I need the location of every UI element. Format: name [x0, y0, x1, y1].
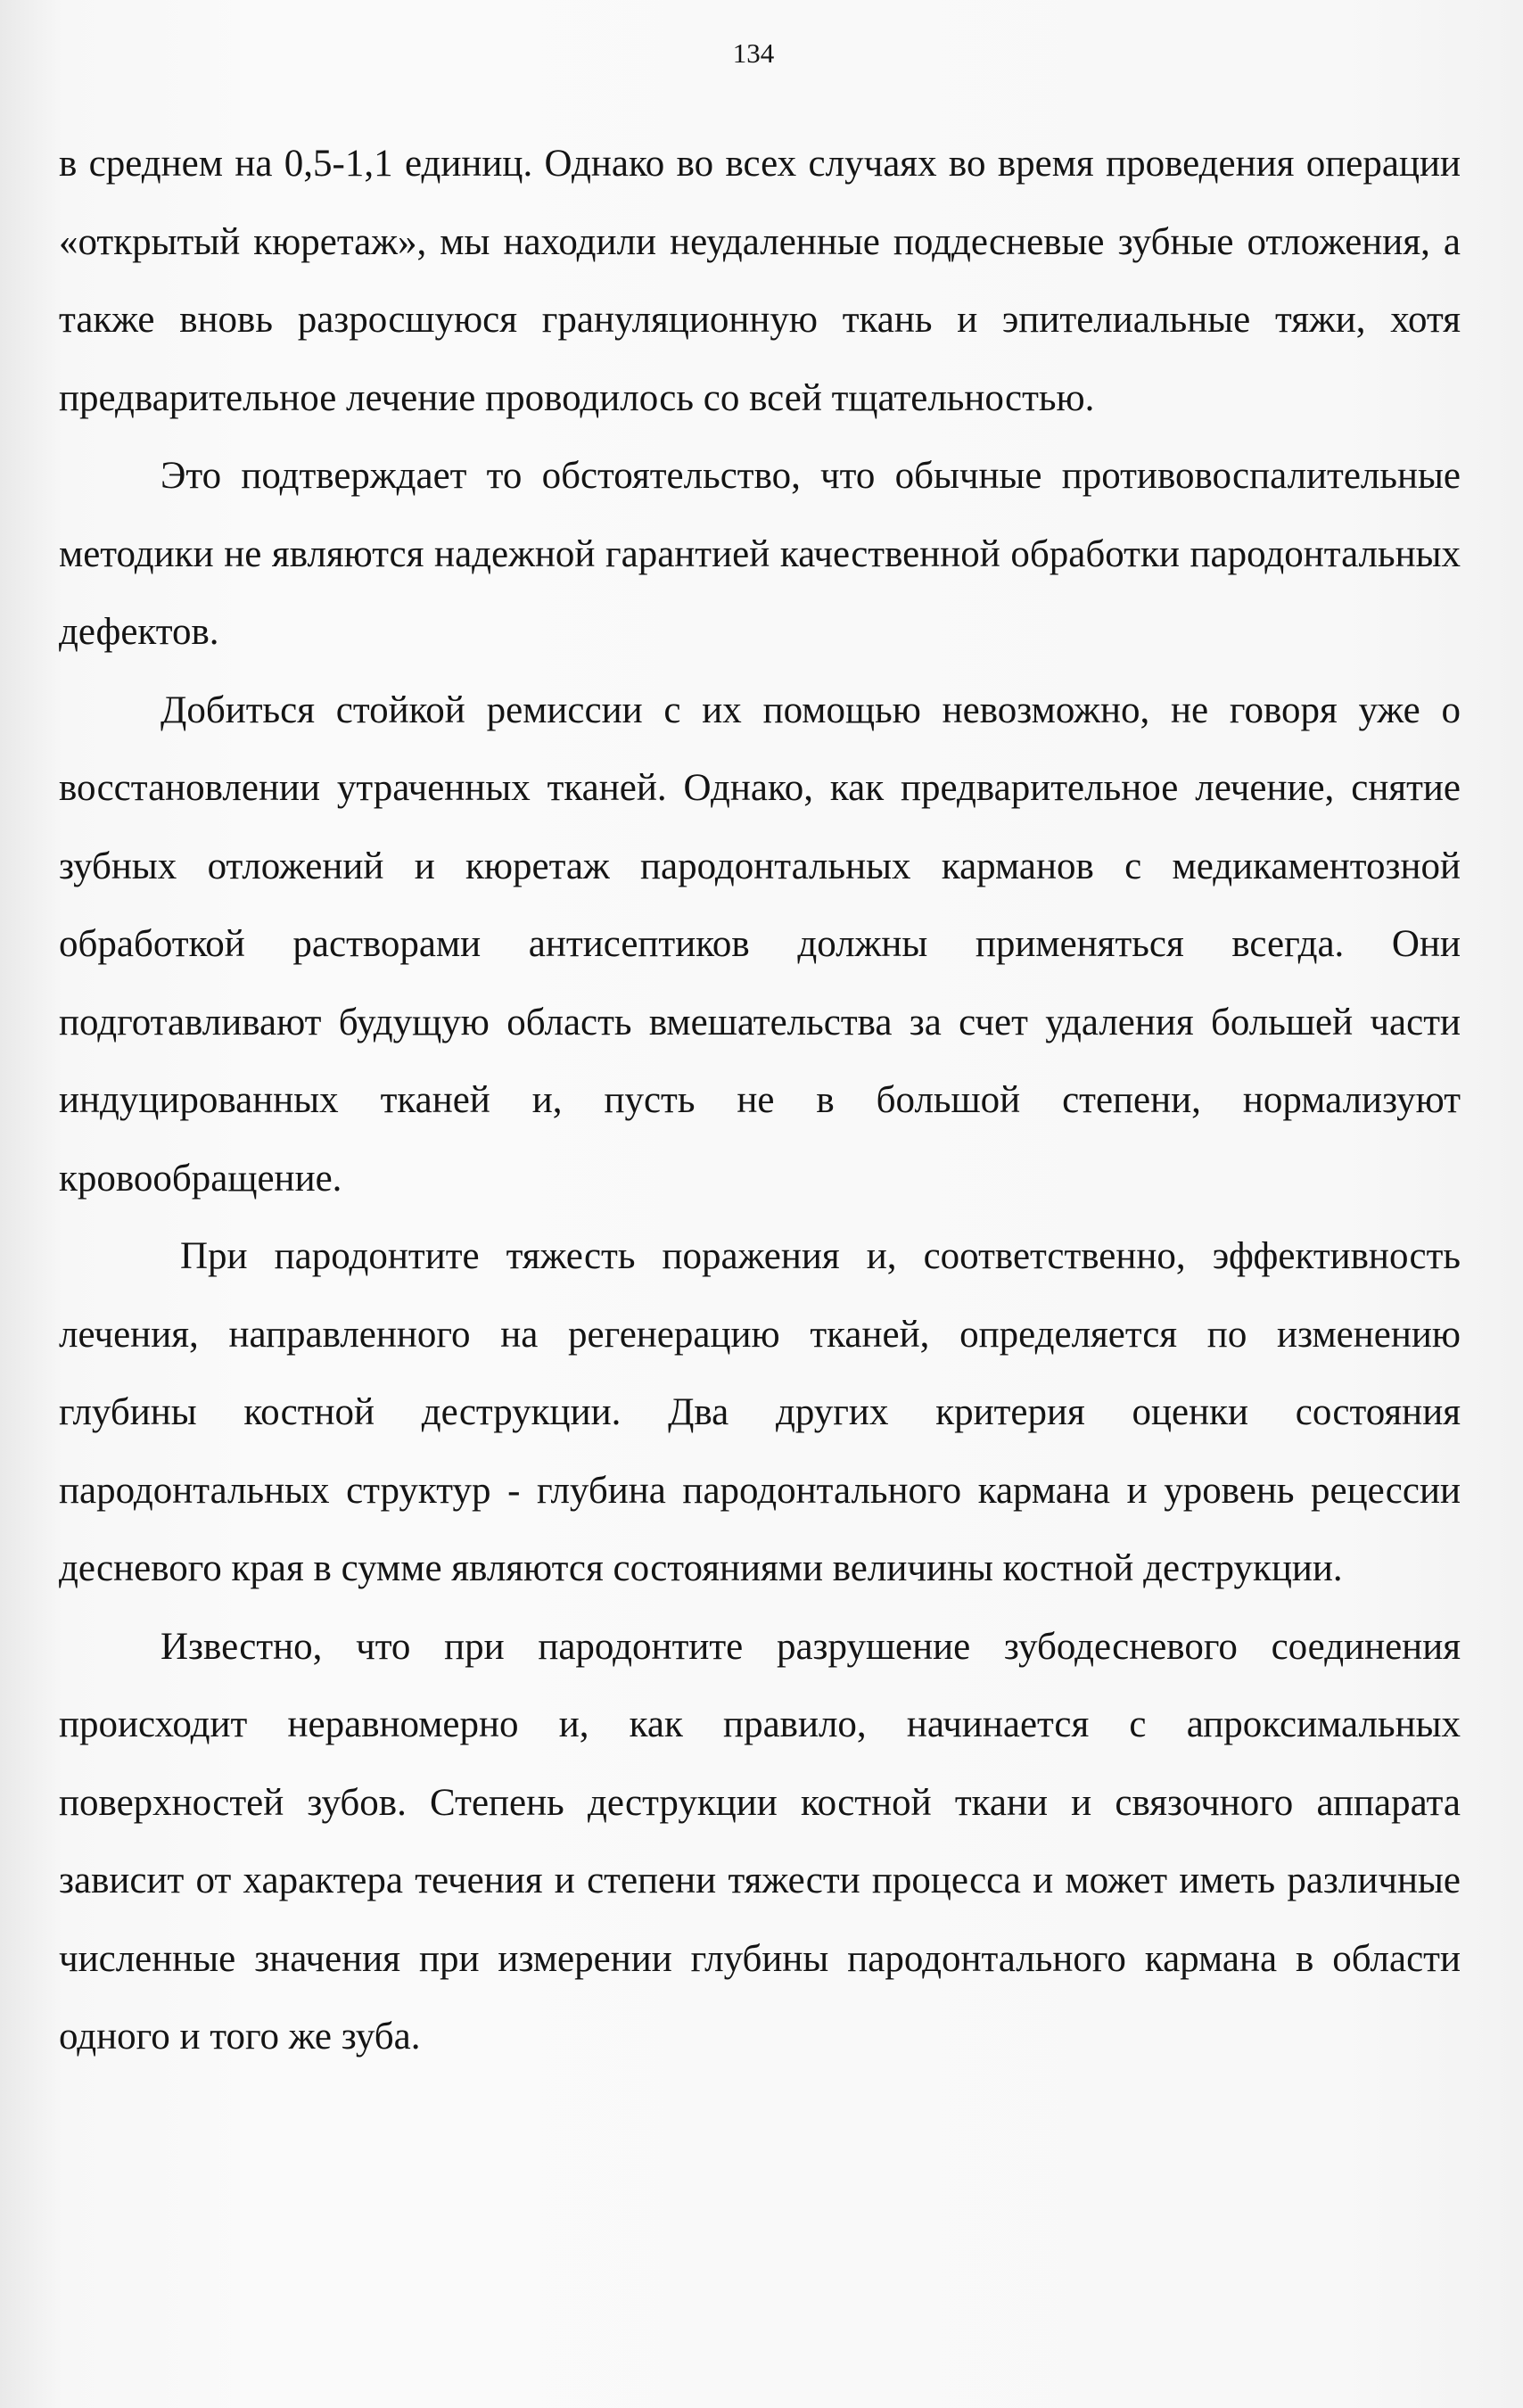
body-text — [59, 125, 1461, 2076]
paragraph-5: Известно, что при пародонтите разрушение зубодесневого соединения происходит неравномерно и, как правило, начинается с апроксимальных поверхностей зубов. Степень деструкции костной ткани и связочного аппарата зависит от характера течения и степени тяжести процесса и может иметь различные численные значения при измерении глубины пародонтального кармана в области одного и того же зуба. — [59, 1625, 1461, 2058]
paragraph-1: в среднем на 0,5-1,1 единиц. Однако во всех случаях во время проведения операции «открытый кюретаж», мы находили неудаленные поддесневые зубные отложения, а также вновь разросшуюся грануляционную ткань и эпителиальные тяжи, хотя предварительное лечение проводилось со всей тщательностью. — [59, 143, 1461, 419]
paragraph-2: Это подтверждает то обстоятельство, что обычные противовоспалительные методики не являются надежной гарантией качественной обработки пародонтальных дефектов. — [59, 455, 1461, 653]
paragraph-4: При пародонтите тяжесть поражения и, соответственно, эффективность лечения, направленного на регенерацию тканей, определяется по изменению глубины костной деструкции. Два других критерия оценки состояния пародонтальных структур - глубина пародонтального кармана и уровень рецессии десневого края в сумме являются состояниями величины костной деструкции. — [59, 1235, 1461, 1589]
page-number: 134 — [732, 37, 775, 69]
paragraph-3: Добиться стойкой ремиссии с их помощью невозможно, не говоря уже о восстановлении утраченных тканей. Однако, как предварительное лечение, снятие зубных отложений и кюретаж пародонтальных карманов с медикаментозной обработкой растворами антисептиков должны применяться всегда. Они подготавливают будущую область вмешательства за счет удаления большей части индуцированных тканей и, пусть не в большой степени, нормализуют кровообращение. — [59, 689, 1461, 1200]
